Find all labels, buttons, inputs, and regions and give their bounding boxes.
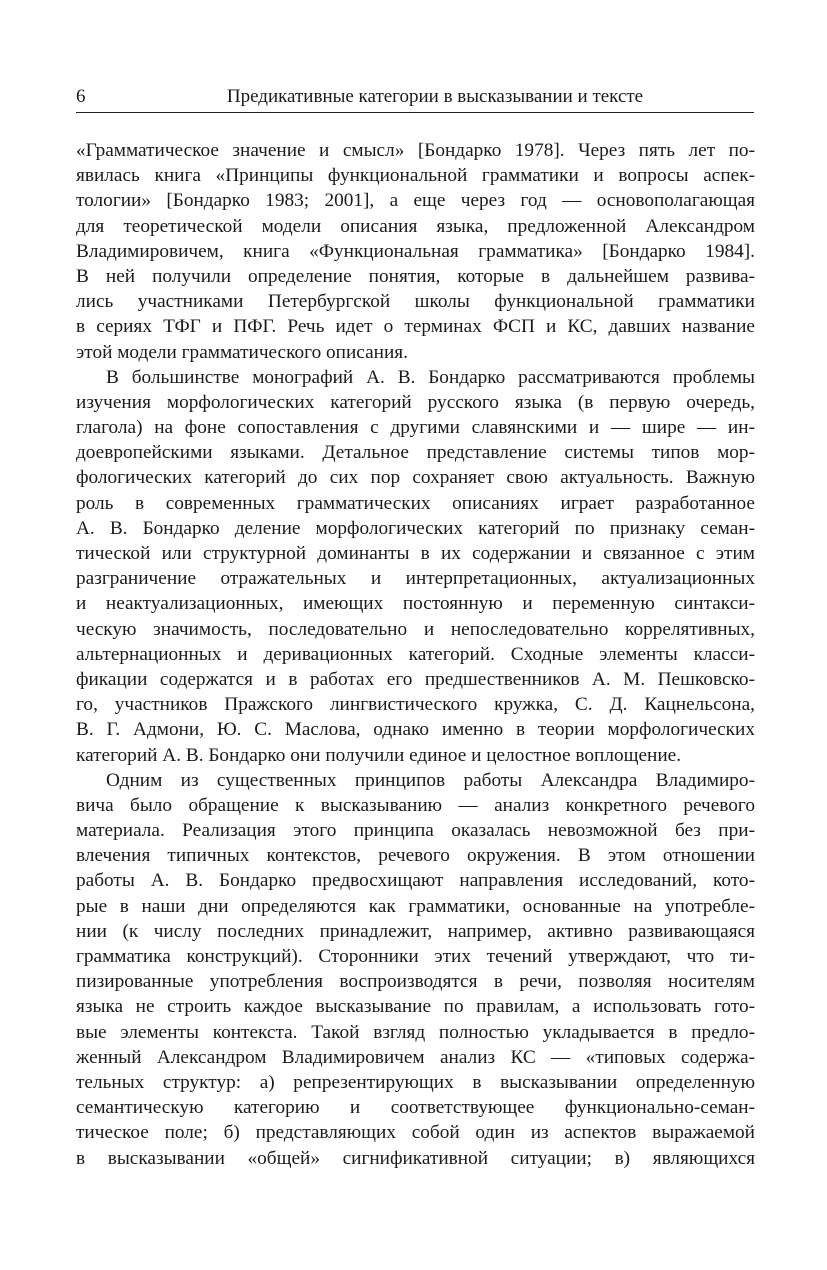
text-line: В. Г. Адмони, Ю. С. Маслова, однако именно в теории морфологических [76, 719, 755, 741]
text-line: доевропейскими языками. Детальное представление системы типов мор- [76, 442, 755, 464]
text-line: женный Александром Владимировичем анализ КС — «типовых содержа- [76, 1046, 755, 1068]
text-line: вые элементы контекста. Такой взгляд полностью укладывается в предло- [76, 1021, 755, 1043]
text-line: В большинстве монографий А. В. Бондарко рассматриваются проблемы [106, 366, 755, 388]
text-line: Владимировичем, книга «Функциональная грамматика» [Бондарко 1984]. [76, 240, 755, 262]
text-line: тельных структур: а) репрезентирующих в высказывании определенную [76, 1071, 755, 1093]
paragraph-2 [76, 365, 755, 768]
paragraph-3 [76, 768, 755, 1171]
text-line: категорий А. В. Бондарко они получили единое и целостное воплощение. [76, 744, 682, 766]
text-line: тической или структурной доминанты в их содержании и связанное с этим [76, 543, 755, 564]
page-number: 6 [76, 86, 86, 107]
text-line: тологии» [Бондарко 1983; 2001], а еще через год — основополагающая [76, 190, 755, 212]
text-line: в высказывании «общей» сигнификативной ситуации; в) являющихся [76, 1147, 755, 1169]
text-line: материала. Реализация этого принципа оказалась невозможной без при- [76, 820, 755, 842]
text-line: семантическую категорию и соответствующее функционально-семан- [76, 1097, 755, 1119]
text-line: нии (к числу последних принадлежит, например, активно развивающаяся [76, 920, 755, 942]
text-line: грамматика конструкций). Сторонники этих течений утверждают, что ти- [76, 946, 755, 967]
text-line: работы А. В. Бондарко предвосхищают направления исследований, кото- [76, 870, 755, 892]
body-text [76, 138, 755, 1171]
text-line: роль в современных грамматических описаниях играет разработанное [76, 492, 755, 514]
text-line: тическое поле; б) представляющих собой один из аспектов выражаемой [76, 1122, 755, 1144]
text-line: ческую значимость, последовательно и непоследовательно коррелятивных, [76, 618, 755, 640]
paragraph-1 [76, 138, 755, 365]
text-line: го, участников Пражского лингвистического кружка, С. Д. Кацнельсона, [76, 694, 755, 716]
text-line: альтернационных и деривационных категорий. Сходные элементы класси- [76, 643, 755, 665]
text-line: языка не строить каждое высказывание по правилам, а использовать гото- [76, 996, 755, 1018]
text-line: для теоретической модели описания языка, предложенной Александром [76, 215, 755, 237]
text-line: Одним из существенных принципов работы Александра Владимиро- [106, 769, 755, 791]
text-line: В ней получили определение понятия, которые в дальнейшем развива- [76, 265, 755, 287]
text-line: глагола) на фоне сопоставления с другими славянскими и — шире — ин- [76, 417, 755, 439]
running-title: Предикативные категории в высказывании и тексте [226, 86, 644, 107]
text-line: разграничение отражательных и интерпретационных, актуализационных [76, 568, 755, 590]
page-header [76, 82, 754, 113]
text-line: явилась книга «Принципы функциональной грамматики и вопросы аспек- [76, 165, 755, 187]
text-line: этой модели грамматического описания. [76, 341, 408, 363]
text-line: «Грамматическое значение и смысл» [Бондарко 1978]. Через пять лет по- [76, 140, 755, 161]
text-line: пизированные употребления воспроизводятся в речи, позволяя носителям [76, 971, 755, 993]
text-line: и неактуализационных, имеющих постоянную и переменную синтакси- [76, 593, 755, 615]
text-line: влечения типичных контекстов, речевого окружения. В этом отношении [76, 845, 755, 867]
text-line: фологических категорий до сих пор сохраняет свою актуальность. Важную [76, 467, 755, 489]
text-line: вича было обращение к высказыванию — анализ конкретного речевого [76, 794, 755, 816]
text-line: лись участниками Петербургской школы функциональной грамматики [76, 291, 755, 313]
text-line: изучения морфологических категорий русского языка (в первую очередь, [76, 391, 755, 413]
text-line: в сериях ТФГ и ПФГ. Речь идет о терминах ФСП и КС, давших название [76, 316, 755, 338]
text-line: А. В. Бондарко деление морфологических категорий по признаку семан- [76, 517, 755, 539]
text-line: фикации содержатся и в работах его предшественников А. М. Пешковско- [76, 668, 755, 690]
text-line: рые в наши дни определяются как грамматики, основанные на употребле- [76, 895, 755, 917]
